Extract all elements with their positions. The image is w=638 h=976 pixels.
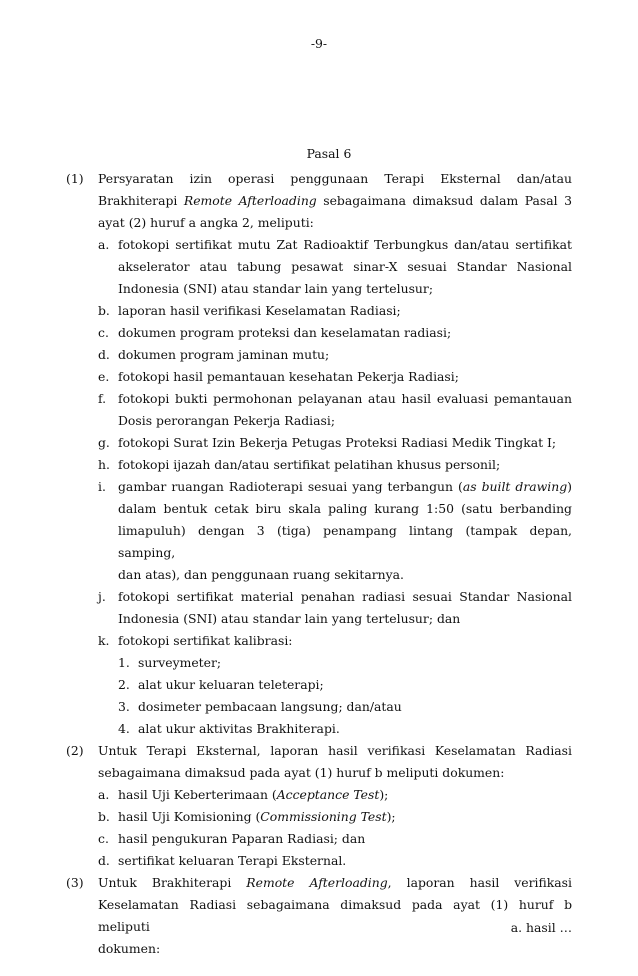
text-line: sebagaimana dimaksud pada ayat (1) huruf b meliputi dokumen:: [98, 765, 505, 780]
text-line: dokumen program proteksi dan keselamatan radiasi;: [118, 325, 452, 340]
item-marker: f.: [98, 391, 107, 406]
item-marker: a.: [98, 787, 110, 802]
text-line: fotokopi sertifikat material penahan radiasi sesuai Standar Nasional: [118, 589, 572, 604]
text-line: hasil Uji Komisioning (Commissioning Test);: [118, 809, 396, 824]
sub-item-1: [98, 652, 572, 674]
list-item-c: [98, 828, 572, 850]
item-marker: e.: [98, 369, 110, 384]
text-line: alat ukur aktivitas Brakhiterapi.: [138, 721, 340, 736]
item-marker: b.: [98, 303, 110, 318]
paragraph-3: [66, 872, 572, 960]
text-line: Indonesia (SNI) atau standar lain yang tertelusur; dan: [118, 611, 461, 626]
text-line: hasil Uji Keberterimaan (Acceptance Test);: [118, 787, 389, 802]
paragraph-number: (1): [66, 171, 84, 186]
text-line: sertifikat keluaran Terapi Eksternal.: [118, 853, 347, 868]
list-item-k: [98, 630, 572, 652]
sub-item-marker: 4.: [118, 721, 130, 736]
list-item-j: [98, 586, 572, 630]
text-line: dosimeter pembacaan langsung; dan/atau: [138, 699, 402, 714]
paragraph-number: (2): [66, 743, 84, 758]
item-marker: g.: [98, 435, 110, 450]
text-line: akselerator atau tabung pesawat sinar-X sesuai Standar Nasional: [118, 259, 572, 274]
text-line: Untuk Brakhiterapi Remote Afterloading, laporan hasil verifikasi: [98, 875, 572, 890]
paragraph-number: (3): [66, 875, 84, 890]
list-item-d: [98, 850, 572, 872]
text-line: dalam bentuk cetak biru skala paling kurang 1:50 (satu berbanding: [118, 501, 572, 516]
list-item-i: [98, 476, 572, 586]
item-marker: j.: [98, 589, 106, 604]
sub-item-2: [98, 674, 572, 696]
text-line: fotokopi hasil pemantauan kesehatan Pekerja Radiasi;: [118, 369, 459, 384]
list-item-b: [98, 806, 572, 828]
text-line: Indonesia (SNI) atau standar lain yang tertelusur;: [118, 281, 434, 296]
item-marker: i.: [98, 479, 106, 494]
text-line: fotokopi sertifikat kalibrasi:: [118, 633, 293, 648]
item-marker: k.: [98, 633, 110, 648]
article-body: [66, 168, 572, 960]
next-page-reference: a. hasil …: [510, 920, 572, 935]
list-item-c: [98, 322, 572, 344]
article-title: Pasal 6: [306, 146, 352, 161]
item-marker: c.: [98, 831, 109, 846]
text-line: laporan hasil verifikasi Keselamatan Radiasi;: [118, 303, 401, 318]
text-line: dan atas), dan penggunaan ruang sekitarnya.: [118, 567, 404, 582]
list-item-b: [98, 300, 572, 322]
text-line: Dosis perorangan Pekerja Radiasi;: [118, 413, 336, 428]
text-line: Brakhiterapi Remote Afterloading sebagaimana dimaksud dalam Pasal 3: [98, 193, 573, 208]
text-line: limapuluh) dengan 3 (tiga) penampang lintang (tampak depan, samping,: [118, 523, 572, 560]
paragraph-1: [66, 168, 572, 740]
text-line: fotokopi ijazah dan/atau sertifikat pelatihan khusus personil;: [118, 457, 501, 472]
text-line: Keselamatan Radiasi sebagaimana dimaksud pada ayat (1) huruf b meliputi: [98, 897, 572, 934]
list-item-a: [98, 234, 572, 300]
sub-item-marker: 2.: [118, 677, 130, 692]
sub-item-marker: 3.: [118, 699, 130, 714]
text-line: alat ukur keluaran teleterapi;: [138, 677, 324, 692]
list-item-h: [98, 454, 572, 476]
text-line: fotokopi Surat Izin Bekerja Petugas Proteksi Radiasi Medik Tingkat I;: [118, 435, 557, 450]
text-line: Untuk Terapi Eksternal, laporan hasil verifikasi Keselamatan Radiasi: [98, 743, 572, 758]
item-marker: b.: [98, 809, 110, 824]
list-item-d: [98, 344, 572, 366]
item-marker: c.: [98, 325, 109, 340]
text-line: fotokopi bukti permohonan pelayanan atau hasil evaluasi pemantauan: [118, 391, 572, 406]
text-line: Persyaratan izin operasi penggunaan Terapi Eksternal dan/atau: [98, 171, 572, 186]
sub-item-marker: 1.: [118, 655, 130, 670]
list-item-e: [98, 366, 572, 388]
item-marker: h.: [98, 457, 110, 472]
text-line: dokumen program jaminan mutu;: [118, 347, 330, 362]
sub-item-3: [98, 696, 572, 718]
text-line: hasil pengukuran Paparan Radiasi; dan: [118, 831, 366, 846]
text-line: fotokopi sertifikat mutu Zat Radioaktif Terbungkus dan/atau sertifikat: [118, 237, 572, 252]
sub-item-4: [98, 718, 572, 740]
text-line: surveymeter;: [138, 655, 222, 670]
page-number: -9-: [310, 36, 328, 51]
text-line: dokumen:: [98, 941, 161, 956]
paragraph-2: [66, 740, 572, 872]
item-marker: d.: [98, 853, 110, 868]
text-line: ayat (2) huruf a angka 2, meliputi:: [98, 215, 314, 230]
list-item-a: [98, 784, 572, 806]
list-item-f: [98, 388, 572, 432]
text-line: gambar ruangan Radioterapi sesuai yang terbangun (as built drawing): [118, 479, 572, 494]
item-marker: a.: [98, 237, 110, 252]
item-marker: d.: [98, 347, 110, 362]
list-item-g: [98, 432, 572, 454]
